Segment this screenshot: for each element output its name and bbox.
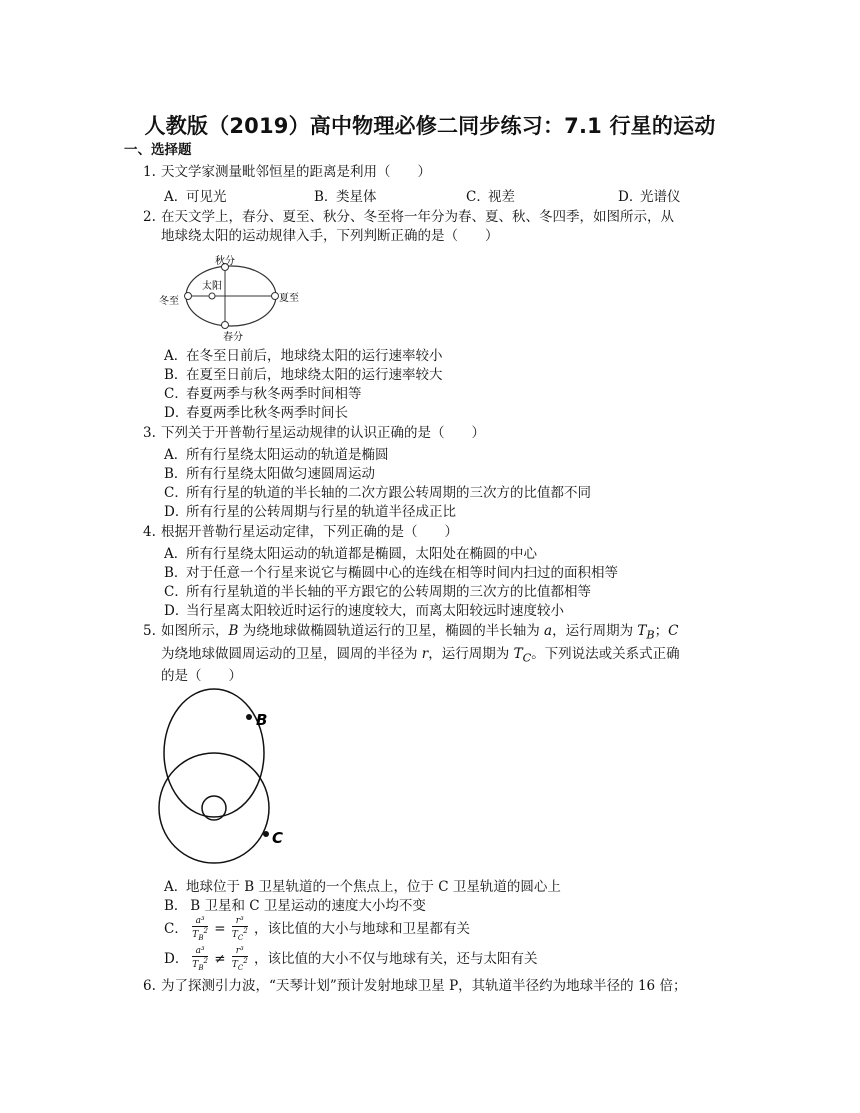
question-stem: 为了探测引力波，“天琴计划”预计发射地球卫星 P，其轨道半径约为地球半径的 16 倍； [161, 978, 687, 994]
option-text: 光谱仪 [640, 189, 681, 205]
q2-option-b: B．在夏至日前后，地球绕太阳的运行速率较大 [164, 367, 443, 383]
stem-text: ，运行周期为 [428, 645, 514, 662]
q3-option-a: A．所有行星绕太阳运动的轨道是椭圆 [164, 447, 389, 463]
numerator: a³ [192, 917, 208, 927]
q4-option-b: B．对于任意一个行星来说它与椭圆中心的连线在相等时间内扫过的面积相等 [164, 565, 618, 581]
question-3 [143, 424, 743, 443]
option-text: 所有行星绕太阳做匀速圆周运动 [186, 466, 375, 482]
numerator: r³ [232, 947, 248, 957]
stem-text: 如图所示， [161, 623, 229, 639]
t: T [192, 959, 199, 970]
label-c: C [272, 829, 284, 847]
q5-option-d: D． $\frac{\text{a³}}{T_B^2}$ ≠ $\frac{\text{r³}}{T_C^2}$ ，该比值的大小不仅与地球有关，还与太阳有关 [164, 945, 538, 972]
label-dongzhi: 冬至 [159, 296, 179, 307]
equals-sign: = [214, 921, 226, 937]
option-text: 春夏两季与秋冬两季时间相等 [186, 386, 362, 402]
question-4 [143, 523, 743, 542]
q1-option-d: D．光谱仪 [618, 189, 681, 205]
option-text: 视差 [488, 189, 515, 205]
option-text: 可见光 [186, 189, 227, 205]
q1-option-b: B．类星体 [314, 189, 377, 205]
q3-option-c: C．所有行星的轨道的半长轴的二次方跟公转周期的三次方的比值都不同 [164, 485, 591, 501]
t: T [192, 929, 199, 940]
q4-option-c: C．所有行星轨道的半长轴的平方跟它的公转周期的三次方的比值都相等 [164, 584, 591, 600]
denominator: $T_C^2$ [231, 926, 248, 942]
denominator: $T_B^2$ [192, 926, 208, 942]
q2-option-d: D．春夏两季比秋冬两季时间长 [164, 405, 348, 421]
var-t: T [513, 645, 523, 662]
stem-text: 为绕地球做圆周运动的卫星，圆周的半径为 [161, 645, 422, 662]
satellite-b-dot [246, 714, 252, 720]
question-1 [143, 163, 743, 182]
question-5 [143, 622, 743, 686]
option-text: 所有行星轨道的半长轴的平方跟它的公转周期的三次方的比值都相等 [186, 584, 591, 600]
var-t: T [637, 623, 647, 639]
option-text: 所有行星的轨道的半长轴的二次方跟公转周期的三次方的比值都不同 [186, 485, 591, 501]
option-text: 对于任意一个行星来说它与椭圆中心的连线在相等时间内扫过的面积相等 [186, 565, 618, 581]
question-stem: 根据开普勒行星运动定律，下列正确的是（ ） [161, 524, 458, 540]
q5-stem-line-1 [143, 622, 743, 645]
option-text: 所有行星绕太阳运动的轨道是椭圆 [186, 447, 389, 463]
fraction-a3-tb2 [192, 947, 208, 973]
denominator: $T_C^2$ [231, 956, 248, 972]
t: T [231, 929, 238, 940]
option-text: ，该比值的大小不仅与地球有关，还与太阳有关 [253, 951, 538, 967]
sun-dot [209, 293, 215, 299]
section-heading: 一、选择题 [124, 142, 192, 158]
q2-option-c: C．春夏两季与秋冬两季时间相等 [164, 386, 362, 402]
option-text: ，该比值的大小与地球和卫星都有关 [253, 921, 470, 937]
question-stem-line-1: 在天文学上，春分、夏至、秋分、冬至将一年分为春、夏、秋、冬四季，如图所示，从 [161, 209, 674, 225]
label-xiazhi: 夏至 [279, 293, 299, 304]
numerator: r³ [232, 917, 248, 927]
q5-stem-line-2 [143, 645, 743, 668]
var-t-sub: B [646, 628, 655, 642]
option-text: 在夏至日前后，地球绕太阳的运行速率较大 [186, 367, 443, 383]
option-text: 在冬至日前后，地球绕太阳的运行速率较小 [186, 348, 443, 364]
satellite-c-dot [263, 831, 269, 837]
option-text: 地球位于 B 卫星轨道的一个焦点上，位于 C 卫星轨道的圆心上 [186, 879, 561, 895]
circle-orbit-c [159, 753, 269, 863]
question-stem-line-2: 地球绕太阳的运动规律入手，下列判断正确的是（ ） [161, 228, 499, 244]
question-number: 6. [143, 978, 156, 994]
question-stem: 下列关于开普勒行星运动规律的认识正确的是（ ） [161, 425, 485, 441]
satellite-orbits-diagram [152, 685, 302, 870]
q1-option-a: A．可见光 [164, 189, 227, 205]
question-number: 3. [143, 425, 156, 441]
q4-option-a: A．所有行星绕太阳运动的轨道都是椭圆，太阳处在椭圆的中心 [164, 546, 537, 562]
option-text: 所有行星绕太阳运动的轨道都是椭圆，太阳处在椭圆的中心 [186, 546, 537, 562]
seasons-orbit-diagram [155, 254, 305, 342]
question-number: 4. [143, 524, 156, 540]
numerator: a³ [192, 947, 208, 957]
stem-text: ，运行周期为 [552, 623, 638, 639]
q5-stem-line-3: 的是（ ） [161, 668, 242, 685]
var-a: a [544, 623, 553, 639]
earth-position-chunfen [222, 322, 229, 329]
label-qiufen: 秋分 [215, 256, 235, 267]
q2-option-a: A．在冬至日前后，地球绕太阳的运行速率较小 [164, 348, 443, 364]
q4-option-d: D．当行星离太阳较近时运行的速度较大，而离太阳较远时速度较小 [164, 603, 564, 619]
fraction-a3-tb2 [192, 917, 208, 943]
q1-option-c: C．视差 [466, 189, 515, 205]
label-b: B [256, 711, 268, 729]
option-text: 类星体 [336, 189, 377, 205]
var-t-sub: C [522, 651, 532, 665]
not-equals-sign: ≠ [214, 951, 226, 967]
var-r: r [421, 645, 429, 662]
option-text: 所有行星的公转周期与行星的轨道半径成正比 [186, 504, 456, 520]
q3-option-b: B．所有行星绕太阳做匀速圆周运动 [164, 466, 375, 482]
fraction-r3-tc2 [232, 917, 248, 943]
question-2 [143, 208, 743, 246]
option-text: 春夏两季比秋冬两季时间长 [186, 405, 348, 421]
var-c: C [668, 623, 679, 639]
question-6 [143, 977, 743, 996]
stem-text: ； [654, 623, 669, 639]
earth-position-xiazhi [272, 293, 279, 300]
label-chunfen: 春分 [223, 332, 243, 342]
q3-option-d: D．所有行星的公转周期与行星的轨道半径成正比 [164, 504, 456, 520]
var-b: B [228, 623, 239, 639]
label-taiyang: 太阳 [202, 281, 222, 292]
option-text: 当行星离太阳较近时运行的速度较大，而离太阳较远时速度较小 [186, 603, 564, 619]
option-text: B 卫星和 C 卫星运动的速度大小均不变 [186, 898, 426, 914]
stem-text: 。下列说法或关系式正确 [531, 645, 680, 662]
question-number: 2. [143, 209, 156, 225]
fraction-r3-tc2 [232, 947, 248, 973]
t: T [231, 959, 238, 970]
question-number: 1. [143, 164, 156, 180]
question-number: 5. [143, 623, 156, 639]
q5-option-c: C． $\frac{\text{a³}}{T_B^2}$ = $\frac{\text{r³}}{T_C^2}$ ，该比值的大小与地球和卫星都有关 [164, 915, 470, 942]
stem-text: 为绕地球做椭圆轨道运行的卫星，椭圆的半长轴为 [238, 623, 545, 639]
q5-option-a: A．地球位于 B 卫星轨道的一个焦点上，位于 C 卫星轨道的圆心上 [164, 879, 561, 895]
question-stem: 天文学家测量毗邻恒星的距离是利用（ ） [161, 164, 431, 180]
earth-position-dongzhi [185, 293, 192, 300]
denominator: $T_B^2$ [192, 956, 208, 972]
page-title: 人教版（2019）高中物理必修二同步练习：7.1 行星的运动 [144, 114, 716, 138]
q5-option-b: B． B 卫星和 C 卫星运动的速度大小均不变 [164, 898, 426, 914]
